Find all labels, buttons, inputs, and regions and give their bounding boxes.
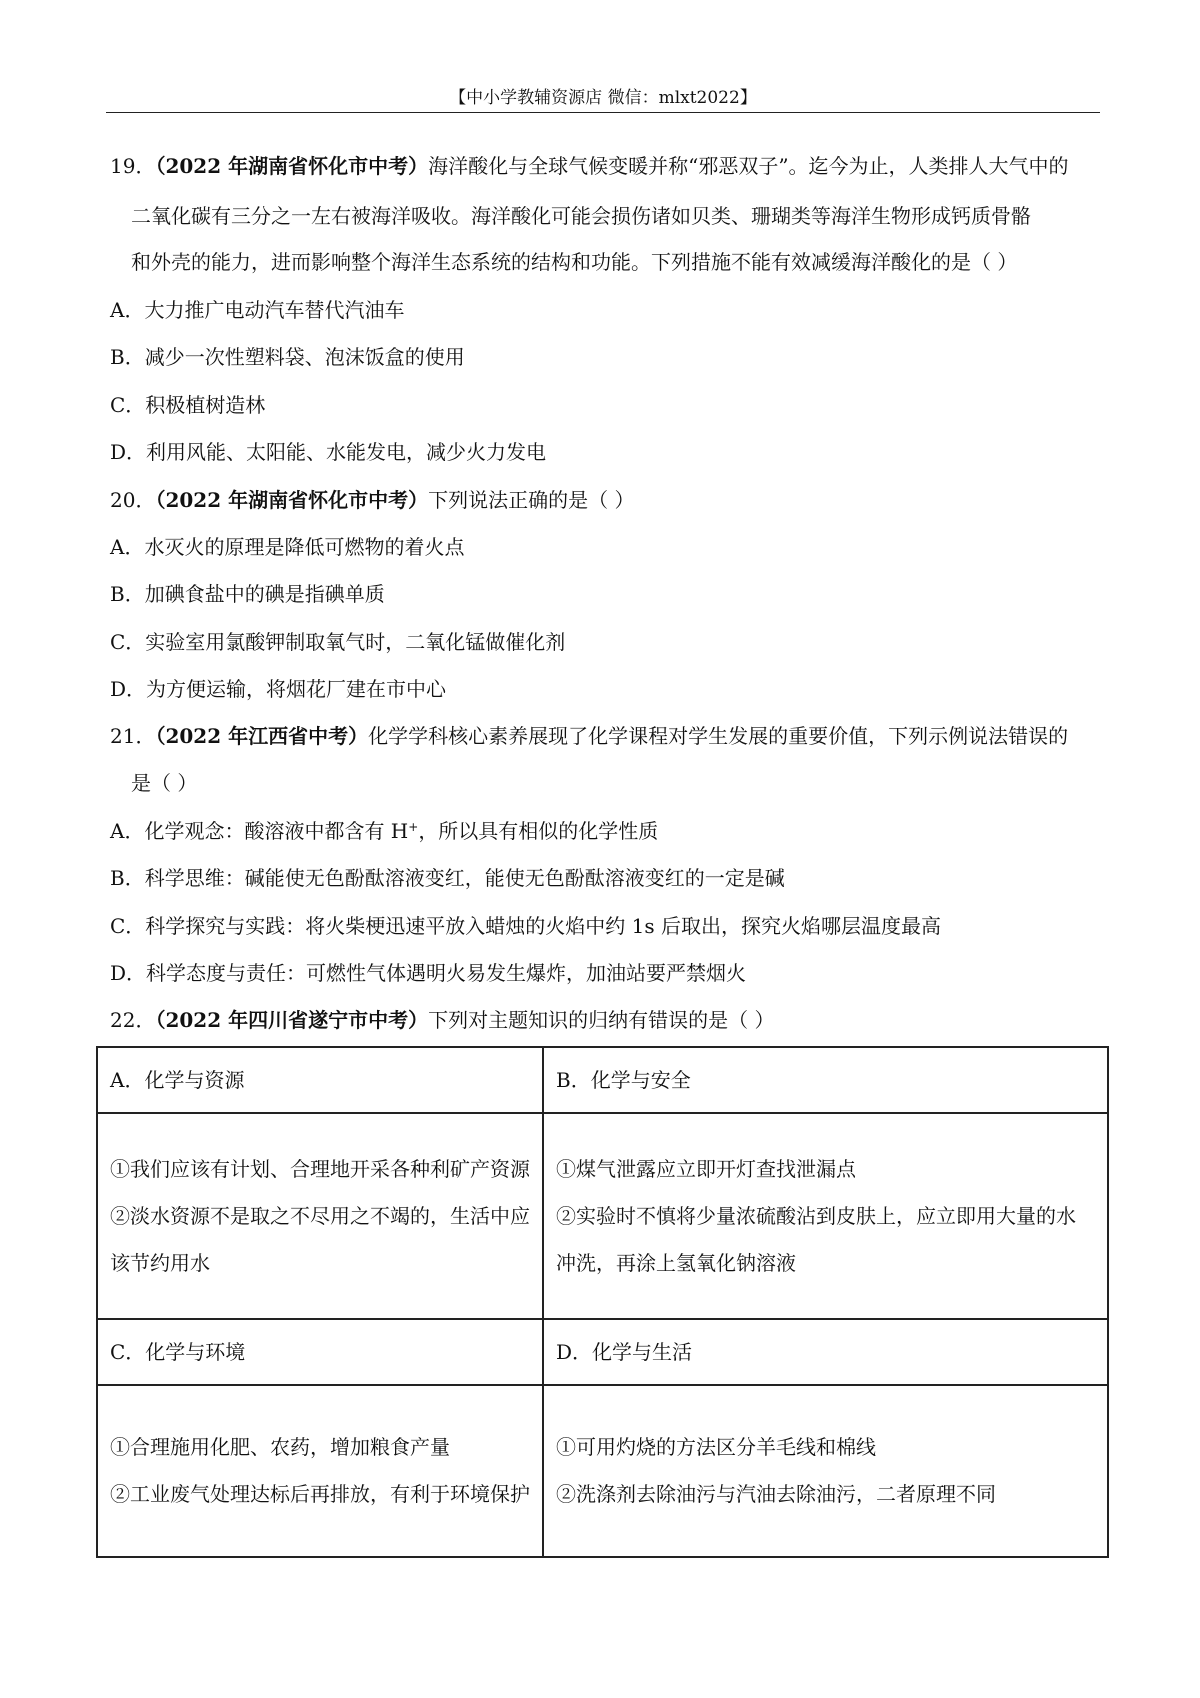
q22-b-item-1: ①煤气泄露应立即开灯查找泄漏点 [556, 1156, 856, 1181]
q19-text1: 海洋酸化与全球气候变暖并称“邪恶双子”。迄今为止，人类排人大气中的 [428, 154, 1069, 178]
q22-cell-d-body [543, 1385, 1108, 1557]
q19-stem-line3: 和外壳的能力，进而影响整个海洋生态系统的结构和功能。下列措施不能有效减缓海洋酸化的是（ ） [131, 250, 1018, 274]
q21-option-c: C．科学探究与实践：将火柴梗迅速平放入蜡烛的火焰中约 1s 后取出，探究火焰哪层温度最高 [110, 914, 942, 938]
q22-table [96, 1046, 1109, 1558]
q20-number: 20． [110, 488, 156, 512]
q22-table-row [97, 1047, 1108, 1113]
q19-stem-line2: 二氧化碳有三分之一左右被海洋吸收。海洋酸化可能会损伤诸如贝类、珊瑚类等海洋生物形成钙质骨骼 [131, 204, 1031, 228]
q22-cell-a-head: A．化学与资源 [97, 1047, 543, 1113]
q21-option-a-post: ，所以具有相似的化学性质 [418, 819, 659, 843]
q20-option-a: A．水灭火的原理是降低可燃物的着火点 [110, 535, 465, 559]
q22-c-item-2: ②工业废气处理达标后再排放，有利于环境保护 [110, 1482, 530, 1506]
q19-option-a: A．大力推广电动汽车替代汽油车 [110, 298, 405, 322]
q20-option-c: C．实验室用氯酸钾制取氧气时，二氧化锰做催化剂 [110, 630, 566, 654]
q22-cell-d-head: D．化学与生活 [543, 1319, 1108, 1385]
q21-option-a-sup: + [408, 820, 419, 834]
q21-option-d: D．科学态度与责任：可燃性气体遇明火易发生爆炸，加油站要严禁烟火 [110, 961, 747, 985]
q20-stem [110, 484, 634, 516]
q22-cell-c-head: C．化学与环境 [97, 1319, 543, 1385]
q19-number: 19． [110, 154, 156, 178]
q19-stem-line1 [110, 150, 1069, 182]
header-divider [106, 112, 1100, 113]
page-header: 【中小学教辅资源店 微信：mlxt2022】 [449, 88, 757, 108]
q22-table-row [97, 1385, 1108, 1557]
q22-c-item-1: ①合理施用化肥、农药，增加粮食产量 [110, 1435, 450, 1459]
q21-source: （2022 年江西省中考） [155, 724, 369, 748]
q21-option-a-pre: A．化学观念：酸溶液中都含有 H [110, 819, 409, 843]
q22-text: 下列对主题知识的归纳有错误的是（ ） [428, 1008, 775, 1032]
q22-d-item-2: ②洗涤剂去除油污与汽油去除油污，二者原理不同 [556, 1482, 996, 1506]
q22-cell-b-head: B．化学与安全 [543, 1047, 1108, 1113]
q22-cell-c-body [97, 1385, 543, 1557]
q21-option-a [110, 815, 658, 847]
q22-b-item-2: ②实验时不慎将少量浓硫酸沾到皮肤上，应立即用大量的水冲洗，再涂上氢氧化钠溶液 [556, 1203, 1076, 1275]
q22-number: 22． [110, 1008, 156, 1032]
q20-option-b: B．加碘食盐中的碘是指碘单质 [110, 582, 385, 606]
q22-cell-b-body [543, 1113, 1108, 1319]
q19-source: （2022 年湖南省怀化市中考） [155, 154, 429, 178]
q21-number: 21． [110, 724, 156, 748]
q22-d-item-1: ①可用灼烧的方法区分羊毛线和棉线 [556, 1435, 876, 1459]
q21-stem-line1 [110, 720, 1068, 752]
q21-text1: 化学学科核心素养展现了化学课程对学生发展的重要价值，下列示例说法错误的 [368, 724, 1069, 748]
q22-source: （2022 年四川省遂宁市中考） [155, 1008, 429, 1032]
q22-cell-a-body [97, 1113, 543, 1319]
q20-option-d: D．为方便运输，将烟花厂建在市中心 [110, 677, 447, 701]
q21-stem-line2: 是（ ） [131, 771, 198, 795]
q19-option-d: D．利用风能、太阳能、水能发电，减少火力发电 [110, 440, 547, 464]
q22-table-row [97, 1113, 1108, 1319]
q19-option-c: C．积极植树造林 [110, 393, 266, 417]
q20-text: 下列说法正确的是（ ） [428, 488, 635, 512]
q22-table-row [97, 1319, 1108, 1385]
q22-stem [110, 1004, 774, 1036]
q19-option-b: B．减少一次性塑料袋、泡沫饭盒的使用 [110, 345, 465, 369]
q20-source: （2022 年湖南省怀化市中考） [155, 488, 429, 512]
q22-a-item-2: ②淡水资源不是取之不尽用之不竭的，生活中应该节约用水 [110, 1203, 530, 1275]
q21-option-b: B．科学思维：碱能使无色酚酞溶液变红，能使无色酚酞溶液变红的一定是碱 [110, 866, 785, 890]
q22-a-item-1: ①我们应该有计划、合理地开采各种利矿产资源 [110, 1156, 530, 1181]
